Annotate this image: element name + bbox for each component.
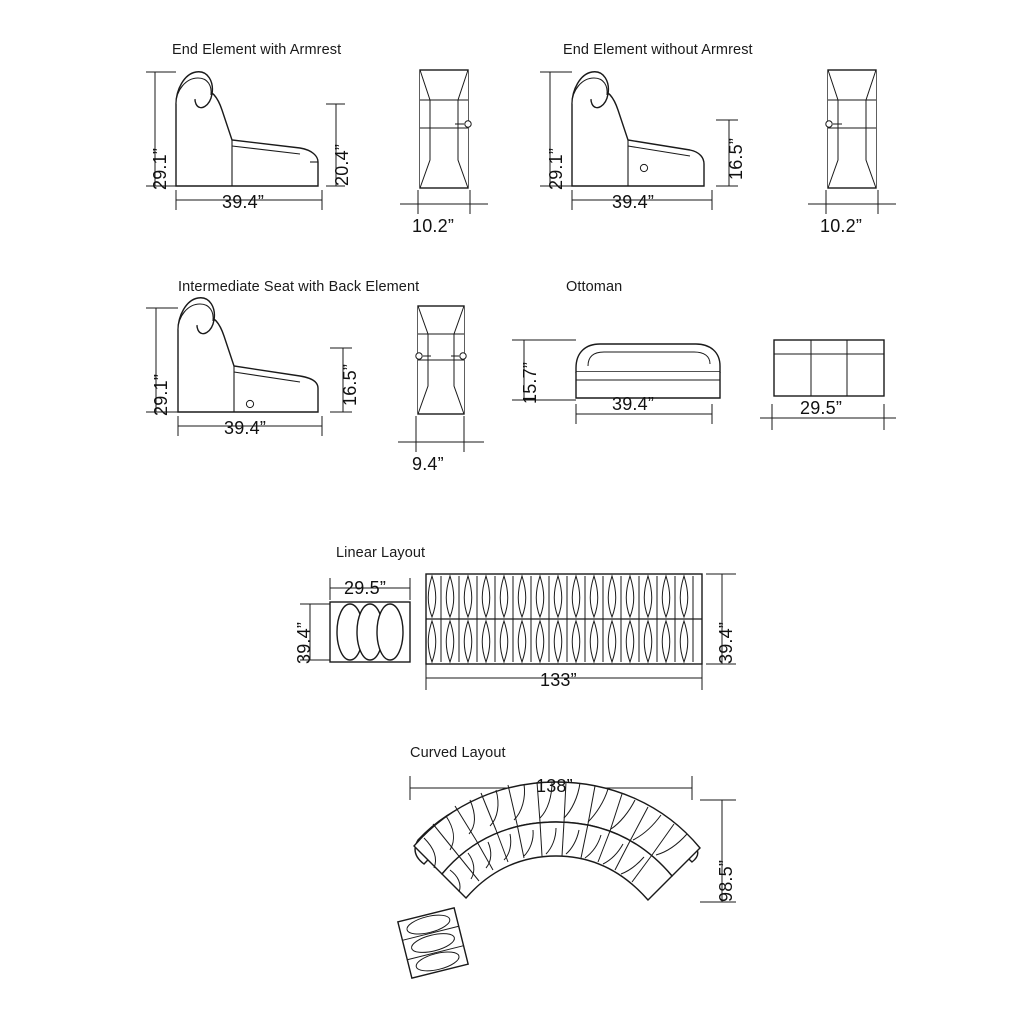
dim-end-armrest-width: 39.4” (222, 192, 265, 212)
dim-curved-span-depth: 98.5” (716, 859, 736, 902)
dim-ottoman-plan-width: 29.5” (800, 398, 843, 418)
dim-ottoman-width: 39.4” (612, 394, 655, 414)
dim-end-armrest-height: 29.1” (150, 147, 170, 190)
dim-curved-span-width: 138” (536, 776, 573, 796)
dim-end-noarmrest-height: 29.1” (546, 147, 566, 190)
dim-end-noarmrest-plan-width: 10.2” (820, 216, 863, 236)
dim-ottoman-height: 15.7” (520, 361, 540, 404)
section-title-intermediate-seat: Intermediate Seat with Back Element (178, 279, 420, 295)
dim-end-noarmrest-width: 39.4” (612, 192, 655, 212)
dim-end-armrest-plan-width: 10.2” (412, 216, 455, 236)
dim-linear-end-depth: 39.4” (294, 621, 314, 664)
dim-intermediate-plan-width: 9.4” (412, 454, 444, 474)
section-title-ottoman: Ottoman (566, 279, 623, 295)
dim-intermediate-back-height: 16.5” (340, 363, 360, 406)
dim-linear-run-length: 133” (540, 670, 577, 690)
section-title-end-element-without-armrest: End Element without Armrest (563, 42, 753, 58)
dim-end-noarmrest-back-height: 16.5” (726, 137, 746, 180)
dim-linear-end-width: 29.5” (344, 578, 387, 598)
dim-linear-run-depth: 39.4” (716, 621, 736, 664)
dim-intermediate-height: 29.1” (151, 373, 171, 416)
section-title-curved-layout: Curved Layout (410, 745, 506, 761)
dim-intermediate-width: 39.4” (224, 418, 267, 438)
section-title-linear-layout: Linear Layout (336, 545, 426, 561)
section-title-end-element-with-armrest: End Element with Armrest (172, 42, 342, 58)
dim-end-armrest-back-height: 20.4” (332, 143, 352, 186)
